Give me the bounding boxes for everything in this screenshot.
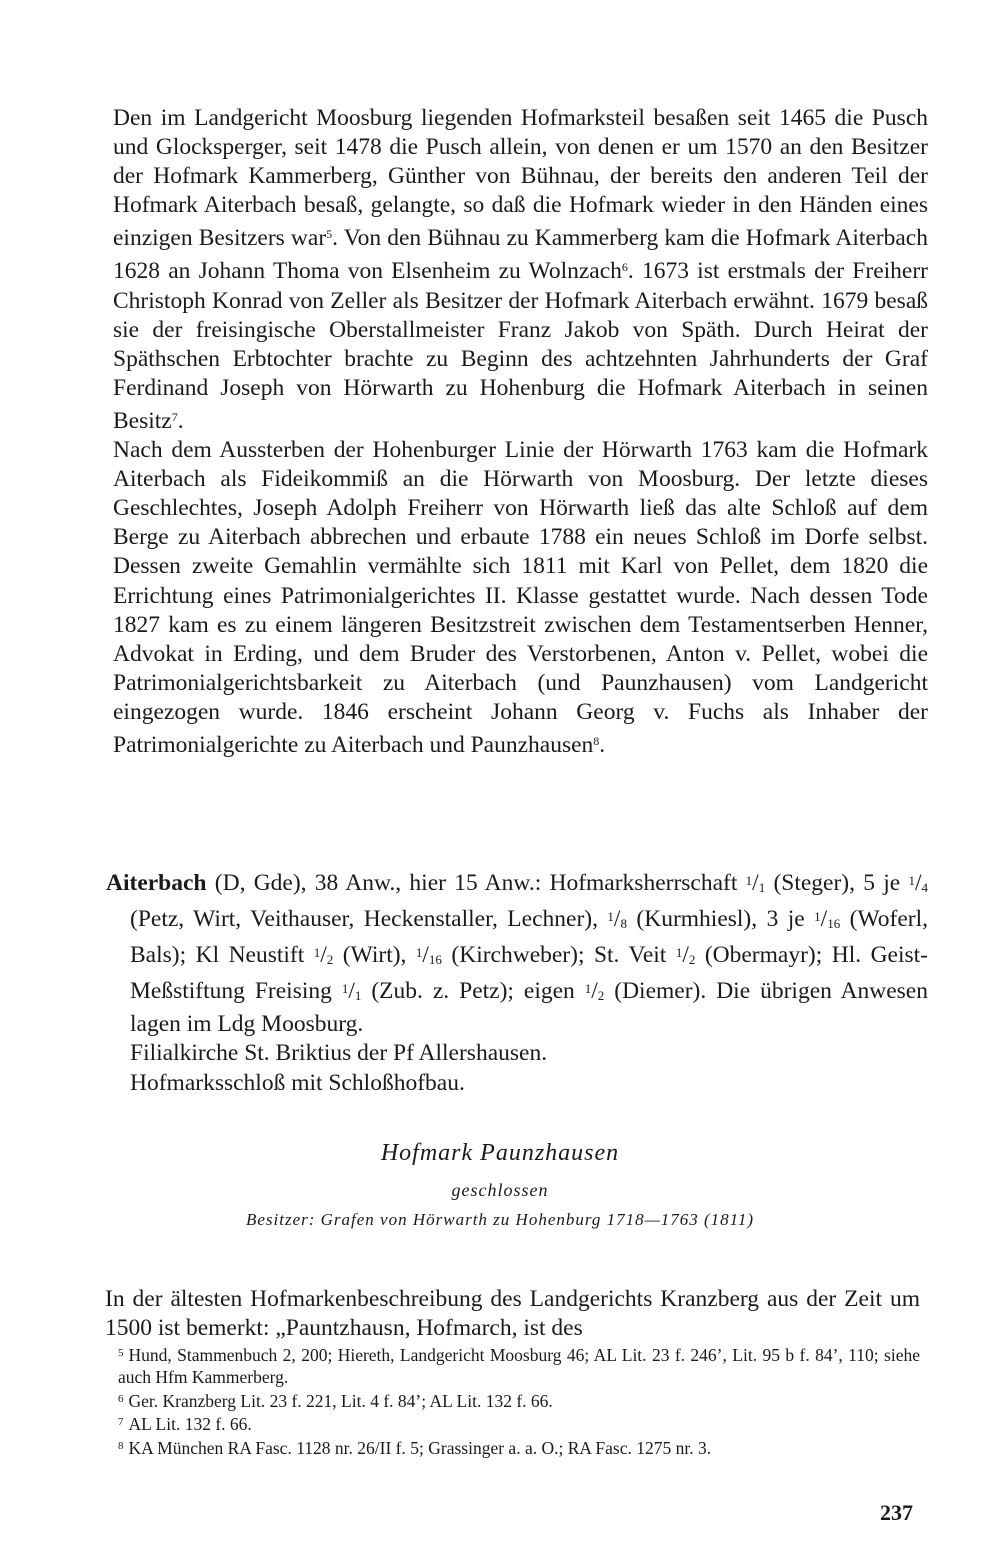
entry-seg: (Obermayr); Hl. Geist-Meßstiftung Freising: [130, 942, 929, 1005]
paragraph-2: [113, 436, 928, 760]
paragraph-1-part-b: . Von den Bühnau zu Kammerberg kam die Hofmark Aiterbach 1628 an Johann Thoma von Elsenheim zu Wolnzach: [113, 225, 928, 285]
fraction-denominator: 4: [921, 880, 928, 895]
fraction-numerator: 1: [675, 945, 683, 961]
footnote-ref-6: 6: [621, 260, 628, 275]
entry-seg: (Woferl, Bals); Kl Neustift: [130, 906, 928, 969]
place-entry: [106, 866, 928, 1098]
fraction-numerator: 1: [341, 981, 349, 997]
entry-seg: (Kurmhiesl), 3 je: [626, 906, 815, 933]
entry-seg: (Steger), 5 je: [765, 870, 909, 896]
footnote-8: [118, 1436, 920, 1460]
entry-seg: (D, Gde), 38 Anw., hier 15 Anw.: Hofmarksherrschaft: [206, 870, 746, 896]
paragraph-1: [113, 104, 928, 436]
footnote-text: KA München RA Fasc. 1128 nr. 26/II f. 5; Grassinger a. a. O.; RA Fasc. 1275 nr. 3.: [128, 1438, 712, 1459]
footnote-mark: 6: [118, 1392, 124, 1405]
fraction-denominator: 2: [326, 952, 334, 968]
section-subtitle: geschlossen: [451, 1180, 549, 1200]
body-text-block: [113, 104, 928, 760]
fraction-denominator: 2: [597, 988, 605, 1004]
entry-main: Aiterbach (D, Gde), 38 Anw., hier 15 Anw.: Hofmarksherrschaft $^1$/1 (Steger), 5 je $^1$/4 (Petz, Wirt, Veithauser, Heckenstaller, Lechner), $^1$/8 (Kurmhiesl), 3 je $^1$/16 (Woferl, Bals); Kl Neustift $^1$/2 (Wirt), $^1$/16 (Kirchweber); St. Veit $^1$/2 (Obermayr); Hl. Geist-Meßstiftung Freising $^1$/1 (Zub. z. Petz); eigen $^1$/2 (Diemer). Die übrigen Anwesen lagen im Ldg Moosburg.: [106, 870, 929, 1038]
entry-seg: (Diemer). Die übrigen Anwesen lagen im Ldg Moosburg.: [130, 978, 928, 1038]
fraction-numerator: 1: [313, 945, 321, 961]
fraction-denominator: 1: [758, 880, 766, 895]
paragraph-1-part-a: Den im Landgericht Moosburg liegenden Hofmarksteil besaßen seit 1465 die Pusch und Glocksperger, seit 1478 die Pusch allein, von denen er um 1570 an den Besitzer der Hofmark Kammerberg, Günther von Bühnau, der bereits den anderen Teil der Hofmark Aiterbach besaß, gelangte, so daß die Hofmark wieder in den Händen eines einzigen Besitzers war: [113, 105, 928, 252]
footnote-text: Hund, Stammenbuch 2, 200; Hiereth, Landgericht Moosburg 46; AL Lit. 23 f. 246’, Lit. 95 b f. 84’, 110; siehe auch Hfm Kammerberg.: [118, 1345, 920, 1387]
fraction-denominator: 16: [827, 916, 841, 932]
entry-seg: (Zub. z. Petz); eigen: [361, 978, 585, 1005]
paragraph-1-end: .: [177, 407, 184, 434]
entry-seg: (Kirchweber); St. Veit: [441, 942, 676, 969]
paragraph-2-end: .: [599, 731, 606, 758]
entry-seg: (Wirt),: [333, 942, 416, 969]
footnote-6: [118, 1389, 920, 1413]
footnote-mark: 5: [118, 1347, 124, 1359]
fraction-numerator: 1: [814, 909, 821, 925]
footnote-mark: 8: [118, 1440, 124, 1453]
paragraph-1-part-c: . 1673 ist erstmals der Freiherr Christoph Konrad von Zeller als Besitzer der Hofmark Aiterbach erwähnt. 1679 besaß sie der freisingische Oberstallmeister Franz Jakob von Späth. Durch Heirat der Späthschen Erbtochter brachte zu Beginn des achtzehnten Jahrhunderts der Graf Ferdinand Joseph von Hörwarth zu Hohenburg die Hofmark Aiterbach in seinen Besitz: [113, 258, 928, 434]
page-number: 237: [880, 1500, 913, 1525]
fraction-denominator: 8: [620, 916, 627, 932]
footnote-7: [118, 1412, 920, 1436]
fraction-denominator: 2: [688, 952, 696, 968]
entry-church: Filialkirche St. Briktius der Pf Allershausen.: [130, 1040, 548, 1067]
entry-seg: (Petz, Wirt, Veithauser, Heckenstaller, Lechner),: [130, 906, 608, 933]
footnote-ref-5: 5: [326, 227, 333, 242]
entry-castle: Hofmarksschloß mit Schloßhofbau.: [130, 1069, 465, 1096]
footnotes: [118, 1343, 920, 1460]
paragraph-3: In der ältesten Hofmarkenbeschreibung des Landgerichts Kranzberg aus der Zeit um 1500 ist bemerkt: „Pauntzhausn, Hofmarch, ist des: [105, 1285, 920, 1341]
fraction-numerator: 1: [584, 981, 592, 997]
footnote-text: Ger. Kranzberg Lit. 23 f. 221, Lit. 4 f. 84’; AL Lit. 132 f. 66.: [128, 1390, 553, 1411]
footnote-ref-7: 7: [171, 409, 178, 424]
section-title: Hofmark Paunzhausen: [380, 1140, 620, 1166]
section-owner: Besitzer: Grafen von Hörwarth zu Hohenburg 1718—1763 (1811): [245, 1210, 755, 1229]
fraction-denominator: 16: [428, 952, 442, 968]
footnote-ref-8: 8: [593, 733, 600, 748]
fraction-numerator: 1: [415, 945, 423, 961]
fraction-numerator: 1: [745, 873, 753, 888]
fraction-numerator: 1: [607, 909, 614, 925]
footnote-mark: 7: [118, 1416, 124, 1429]
fraction-numerator: 1: [908, 873, 915, 888]
entry-label: Aiterbach: [106, 870, 207, 896]
fraction-denominator: 1: [354, 988, 362, 1004]
paragraph-2-text: Nach dem Aussterben der Hohenburger Linie der Hörwarth 1763 kam die Hofmark Aiterbach als Fideikommiß an die Hörwarth von Moosburg. Der letzte dieses Geschlechtes, Joseph Adolph Freiherr von Hörwarth ließ das alte Schloß auf dem Berge zu Aiterbach abbrechen und erbaute 1788 ein neues Schloß im Dorfe selbst. Dessen zweite Gemahlin vermählte sich 1811 mit Karl von Pellet, dem 1820 die Errichtung eines Patrimonialgerichtes II. Klasse gestattet wurde. Nach dessen Tode 1827 kam es zu einem längeren Besitzstreit zwischen dem Testamentserben Henner, Advokat in Erding, und dem Bruder des Verstorbenen, Anton v. Pellet, wobei die Patrimonialgerichtsbarkeit zu Aiterbach (und Paunzhausen) vom Landgericht eingezogen wurde. 1846 erscheint Johann Georg v. Fuchs als Inhaber der Patrimonialgerichte zu Aiterbach und Paunzhausen: [113, 437, 928, 758]
footnote-text: AL Lit. 132 f. 66.: [128, 1414, 252, 1435]
footnote-5: [118, 1343, 920, 1389]
